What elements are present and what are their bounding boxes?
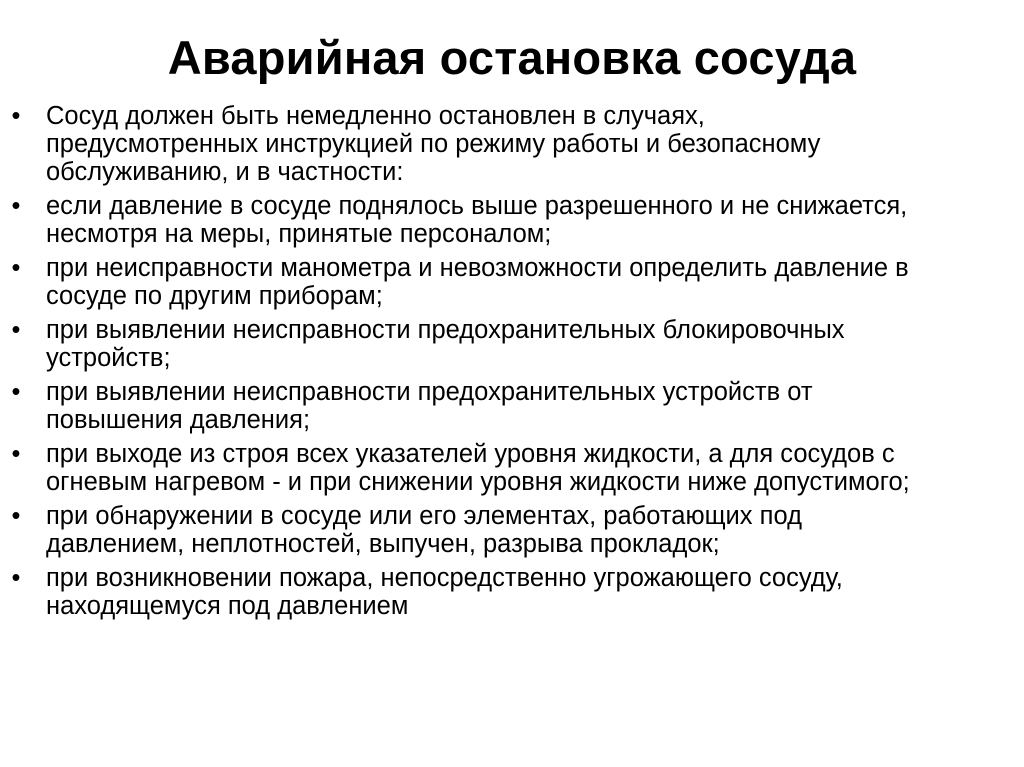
slide-title: Аварийная остановка сосуда — [167, 31, 857, 84]
bullet-item — [0, 192, 1024, 248]
bullet-line: при выявлении неисправности предохранительных устройств от — [46, 378, 813, 406]
bullet-line: при выходе из строя всех указателей уровня жидкости, а для сосудов с — [46, 440, 895, 468]
bullet-marker: • — [11, 378, 21, 406]
bullet-marker: • — [11, 316, 21, 344]
bullet-marker: • — [11, 254, 21, 282]
bullet-marker: • — [11, 102, 21, 130]
bullet-marker: • — [11, 502, 21, 530]
bullet-item — [0, 564, 1024, 620]
bullet-item — [0, 440, 1024, 496]
bullet-line: предусмотренных инструкцией по режиму работы и безопасному — [46, 130, 821, 158]
bullet-line: устройств; — [46, 344, 171, 372]
bullet-line: давлением, неплотностей, выпучен, разрыва прокладок; — [46, 530, 720, 558]
bullet-marker: • — [11, 564, 21, 592]
bullet-line: обслуживанию, и в частности: — [46, 158, 404, 186]
bullet-item — [0, 254, 1024, 310]
bullet-line: повышения давления; — [46, 406, 311, 434]
bullet-item — [0, 502, 1024, 558]
bullet-line: при обнаружении в сосуде или его элементах, работающих под — [46, 502, 802, 530]
bullet-line: если давление в сосуде поднялось выше разрешенного и не снижается, — [46, 192, 908, 220]
bullet-line: несмотря на меры, принятые персоналом; — [46, 220, 552, 248]
bullet-item — [0, 378, 1024, 434]
bullet-marker: • — [11, 440, 21, 468]
bullet-line: сосуде по другим приборам; — [46, 282, 383, 310]
bullet-item — [0, 316, 1024, 372]
bullet-item — [0, 102, 1024, 186]
bullet-line: при возникновении пожара, непосредственно угрожающего сосуду, — [46, 564, 843, 592]
bullet-line: огневым нагревом - и при снижении уровня жидкости ниже допустимого; — [46, 468, 910, 496]
bullet-list — [0, 102, 1024, 626]
bullet-line: при неисправности манометра и невозможности определить давление в — [46, 254, 909, 282]
bullet-marker: • — [11, 192, 21, 220]
bullet-line: при выявлении неисправности предохранительных блокировочных — [46, 316, 845, 344]
bullet-line: Сосуд должен быть немедленно остановлен в случаях, — [46, 102, 705, 130]
bullet-line: находящемуся под давлением — [46, 592, 409, 620]
